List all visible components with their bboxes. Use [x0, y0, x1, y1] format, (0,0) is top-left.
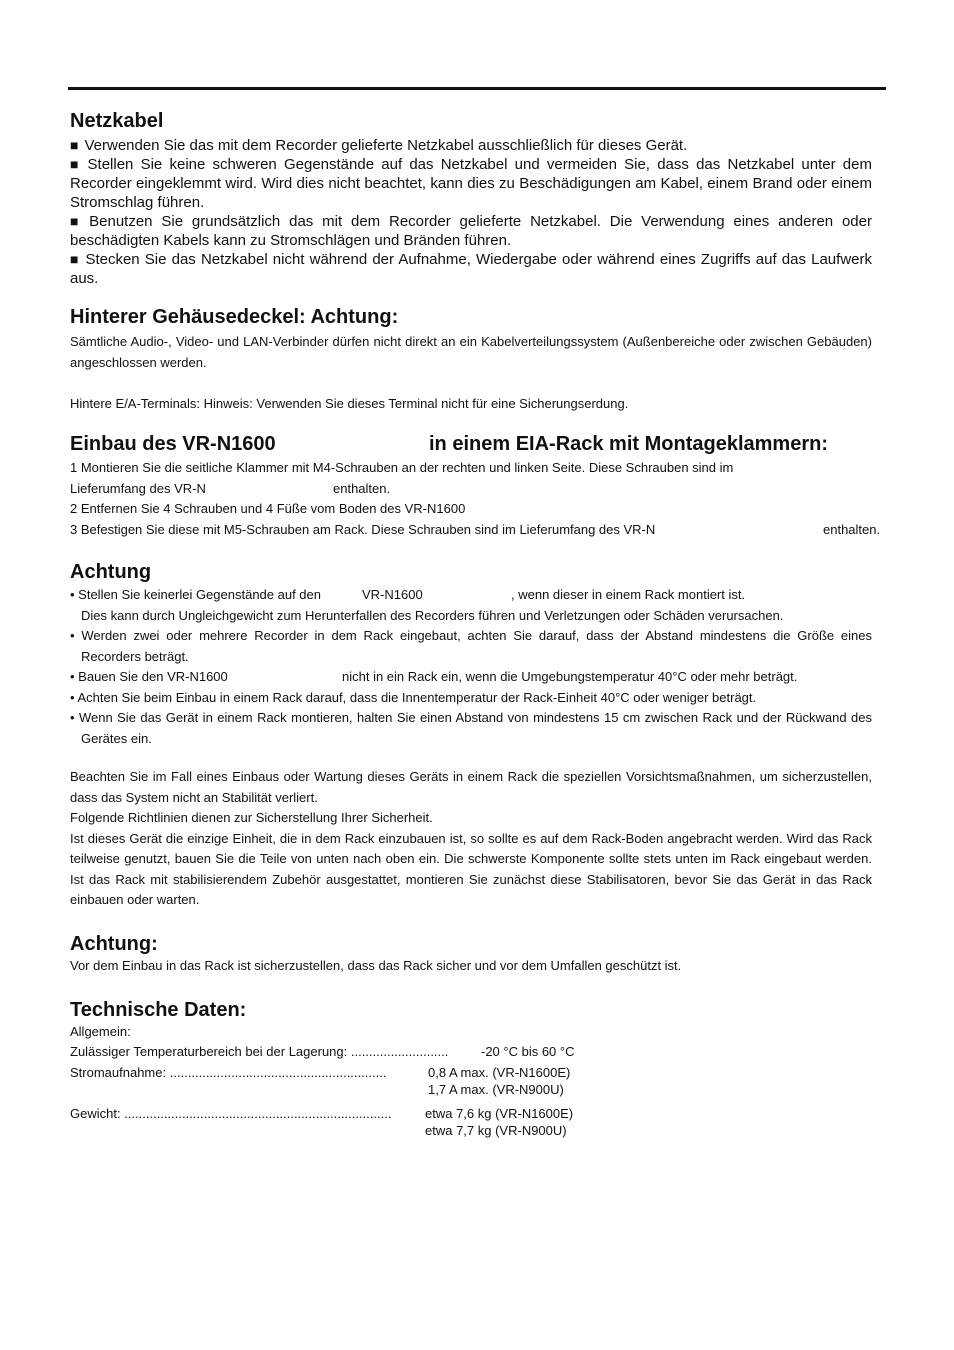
netzkabel-item: ■ Stecken Sie das Netzkabel nicht während der Aufnahme, Wiedergabe oder während eines Zugriffs auf das Laufwerk aus. — [70, 250, 872, 288]
netzkabel-item: ■ Benutzen Sie grundsätzlich das mit dem Recorder gelieferte Netzkabel. Die Verwendung eines anderen oder beschädigten Kabels kann zu Stromschlägen und Bränden führen. — [70, 212, 872, 250]
gehaeuse-note: Hintere E/A-Terminals: Hinweis: Verwenden Sie dieses Terminal nicht für eine Sicherungserdung. — [70, 396, 629, 411]
section-achtung-1 — [70, 560, 872, 749]
spec-row-temperatur: Zulässiger Temperaturbereich bei der Lagerung: ........................... -20 °C bis 60 °C — [70, 1044, 575, 1059]
spec-row-gewicht-2: etwa 7,7 kg (VR-N900U) — [425, 1123, 567, 1138]
section-einbau — [70, 432, 886, 540]
spec-row-strom-2: 1,7 A max. (VR-N900U) — [428, 1082, 564, 1097]
heading-gehaeuse: Hinterer Gehäusedeckel: Achtung: — [70, 306, 399, 328]
achtung-bullet: • Achten Sie beim Einbau in einem Rack darauf, dass die Innentemperatur der Rack-Einheit 40°C oder weniger beträgt. — [70, 689, 757, 705]
heading-achtung-1: Achtung — [70, 561, 152, 583]
top-rule — [68, 87, 886, 90]
heading-technik: Technische Daten: — [70, 999, 247, 1021]
section-technik — [70, 998, 872, 1139]
square-bullet-icon — [70, 137, 84, 154]
hinweis-p1: Beachten Sie im Fall eines Einbaus oder Wartung dieses Geräts in einem Rack die speziellen Vorsichtsmaßnahmen, um sicherzustellen, dass das System nicht an Stabilität verliert. — [70, 769, 872, 805]
section-hinweise — [70, 767, 872, 911]
achtung-bullet-cont: Dies kann durch Ungleichgewicht zum Herunterfallen des Recorders führen und Verletzungen oder Schäden verursachen. — [81, 607, 784, 623]
spec-allgemein: Allgemein: — [70, 1024, 131, 1039]
gehaeuse-text: Sämtliche Audio-, Video- und LAN-Verbinder dürfen nicht direkt an ein Kabelverteilungssystem (Außenbereiche oder zwischen Gebäuden) angeschlossen werden. — [70, 334, 872, 370]
heading-netzkabel: Netzkabel — [70, 110, 164, 132]
netzkabel-item: ■ Stellen Sie keine schweren Gegenstände auf das Netzkabel und vermeiden Sie, dass das Netzkabel unter dem Recorder eingeklemmt wird. Wird dies nicht beachtet, kann dies zu Beschädigungen am Kabel, einem Brand oder einem Stromschlag führen. — [70, 155, 872, 212]
einbau-step-1: 1 Montieren Sie die seitliche Klammer mit M4-Schrauben an der rechten und linken Seite. Diese Schrauben sind im — [70, 460, 734, 475]
section-gehaeuse — [70, 305, 872, 415]
square-bullet-icon — [70, 156, 88, 173]
einbau-step-1-cont: Lieferumfang des VR-N enthalten. — [70, 480, 391, 496]
einbau-step-3: 3 Befestigen Sie diese mit M5-Schrauben am Rack. Diese Schrauben sind im Lieferumfang des VR-N enthalten. — [70, 521, 881, 537]
section-achtung-2 — [70, 932, 872, 977]
einbau-step-2: 2 Entfernen Sie 4 Schrauben und 4 Füße vom Boden des VR-N1600 — [70, 501, 466, 516]
achtung-bullet: • Bauen Sie den VR-N1600 nicht in ein Rack ein, wenn die Umgebungstemperatur 40°C oder mehr beträgt. — [70, 669, 798, 684]
hinweis-p2: Folgende Richtlinien dienen zur Sicherstellung Ihrer Sicherheit. — [70, 810, 433, 825]
spec-row-strom: Stromaufnahme: ............................................................ 0,8 A max. (VR-N1600E) — [70, 1065, 571, 1080]
achtung-2-text: Vor dem Einbau in das Rack ist sicherzustellen, dass das Rack sicher und vor dem Umfallen geschützt ist. — [70, 958, 682, 973]
hinweis-p3: Ist dieses Gerät die einzige Einheit, die in dem Rack einzubauen ist, so sollte es auf dem Rack-Boden angebracht werden. Wird das Rack teilweise genutzt, bauen Sie die Teile von unten nach oben ein. Die schwerste Komponente sollte stets unten im Rack eingebaut werden. Ist das Rack mit stabilisierendem Zubehör ausgestattet, montieren Sie zunächst diese Stabilisatoren, bevor Sie das Gerät in das Rack einbauen oder warten. — [70, 830, 872, 907]
netzkabel-item: ■ Verwenden Sie das mit dem Recorder gelieferte Netzkabel ausschließlich für dieses Gerät. — [70, 136, 872, 155]
section-netzkabel — [70, 109, 872, 288]
square-bullet-icon — [70, 213, 89, 230]
square-bullet-icon — [70, 251, 85, 268]
heading-einbau: Einbau des VR-N1600 in einem EIA-Rack mit Montageklammern: — [70, 433, 828, 455]
achtung-bullet: • Werden zwei oder mehrere Recorder in dem Rack eingebaut, achten Sie darauf, dass der Abstand mindestens die Größe eines Recorders beträgt. — [70, 628, 872, 664]
heading-achtung-2: Achtung: — [70, 933, 158, 955]
achtung-bullet: • Wenn Sie das Gerät in einem Rack montieren, halten Sie einen Abstand von mindestens 15 cm zwischen Rack und der Rückwand des Gerätes ein. — [70, 710, 872, 746]
achtung-bullet: • Stellen Sie keinerlei Gegenstände auf den VR-N1600 , wenn dieser in einem Rack montiert ist. — [70, 587, 746, 602]
spec-row-gewicht: Gewicht: .......................................................................... etwa 7,6 kg (VR-N1600E) — [70, 1106, 574, 1121]
